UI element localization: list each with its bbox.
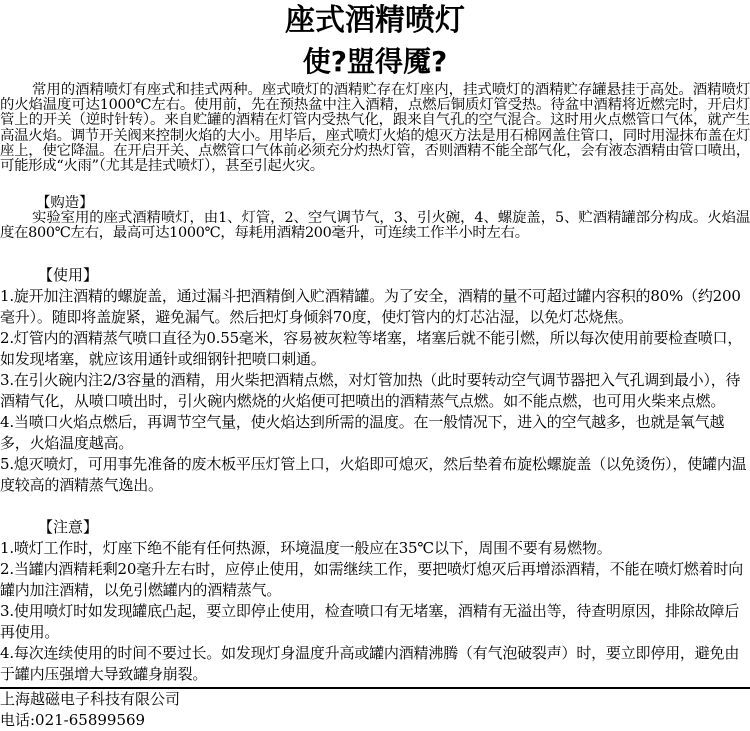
usage-heading: 【使用】 <box>38 266 99 284</box>
usage-list <box>0 286 750 496</box>
phone-number: 电话:021-65899569 <box>0 711 146 729</box>
notes-heading: 【注意】 <box>38 518 99 536</box>
purchase-paragraph: 实验室用的座式酒精喷灯，由1、灯管，2、空气调节气，3、引火碗，4、螺旋盖，5、贮酒精罐部分构成。火焰温度在800℃左右，最高可达1000℃，每耗用酒精200毫升，可连续工作半小时左右。 <box>0 210 750 242</box>
company-name: 上海越磁电子科技有限公司 <box>0 690 181 708</box>
note-item: 4.每次连续使用的时间不要过长。如发现灯身温度升高或罐内酒精沸腾（有气泡破裂声）时，要立即停用，避免由于罐内压强增大导致罐身崩裂。 <box>0 644 740 683</box>
usage-item: 4.当喷口火焰点燃后，再调节空气量，使火焰达到所需的温度。在一般情况下，进入的空气越多，也就是氧气越多，火焰温度越高。 <box>0 413 725 452</box>
intro-paragraph: 常用的酒精喷灯有座式和挂式两种。座式喷灯的酒精贮存在灯座内，挂式喷灯的酒精贮存罐悬挂于高处。酒精喷灯的火焰温度可达1000℃左右。使用前，先在预热盆中注入酒精，点燃后铜质灯管受热。待盆中酒精将近燃完时，开启灯管上的开关（逆时针转）。来自贮罐的酒精在灯管内受热气化，跟来自气孔的空气混合。这时用火点燃管口气体，就产生高温火焰。调节开关阀来控制火焰的大小。用毕后，座式喷灯火焰的熄灭方法是用石棉网盖住管口，同时用湿抹布盖在灯座上，使它降温。在开启开关、点燃管口气体前必须充分灼热灯管，否则酒精不能全部气化，会有液态酒精由管口喷出，可能形成“火雨”（尤其是挂式喷灯），甚至引起火灾。 <box>0 82 750 175</box>
document-title: 座式酒精喷灯 <box>285 3 465 38</box>
usage-item: 5.熄灭喷灯，可用事先准备的废木板平压灯管上口，火焰即可熄灭，然后垫着布旋松螺旋盖（以免烫伤），使罐内温度较高的酒精蒸气逸出。 <box>0 455 747 494</box>
note-item: 2.当罐内酒精耗剩20毫升左右时，应停止使用，如需继续工作，要把喷灯熄灭后再增添酒精，不能在喷灯燃着时向罐内加注酒精，以免引燃罐内的酒精蒸气。 <box>0 560 744 599</box>
usage-item: 1.旋开加注酒精的螺旋盖，通过漏斗把酒精倒入贮酒精罐。为了安全，酒精的量不可超过罐内容积的80%（约200毫升）。随即将盖旋紧，避免漏气。然后把灯身倾斜70度，使灯管内的灯芯沾湿，以免灯芯烧焦。 <box>0 287 741 326</box>
document-subtitle: 使?盟得魇? <box>302 45 448 78</box>
usage-item: 3.在引火碗内注2/3容量的酒精，用火柴把酒精点燃，对灯管加热（此时要转动空气调节器把入气孔调到最小），待酒精气化，从喷口喷出时，引火碗内燃烧的火焰便可把喷出的酒精蒸气点燃。如不能点燃，也可用火柴来点燃。 <box>0 371 741 410</box>
notes-list <box>0 538 750 685</box>
purchase-heading: 【购造】 <box>36 195 94 211</box>
note-item: 3.使用喷灯时如发现罐底凸起，要立即停止使用，检查喷口有无堵塞，酒精有无溢出等，待查明原因，排除故障后再使用。 <box>0 602 740 641</box>
usage-item: 2.灯管内的酒精蒸气喷口直径为0.55毫米，容易被灰粒等堵塞，堵塞后就不能引燃，所以每次使用前要检查喷口，如发现堵塞，就应该用通针或细钢针把喷口刺通。 <box>0 329 743 368</box>
note-item: 1.喷灯工作时，灯座下绝不能有任何热源，环境温度一般应在35℃以下，周围不要有易燃物。 <box>0 539 612 557</box>
